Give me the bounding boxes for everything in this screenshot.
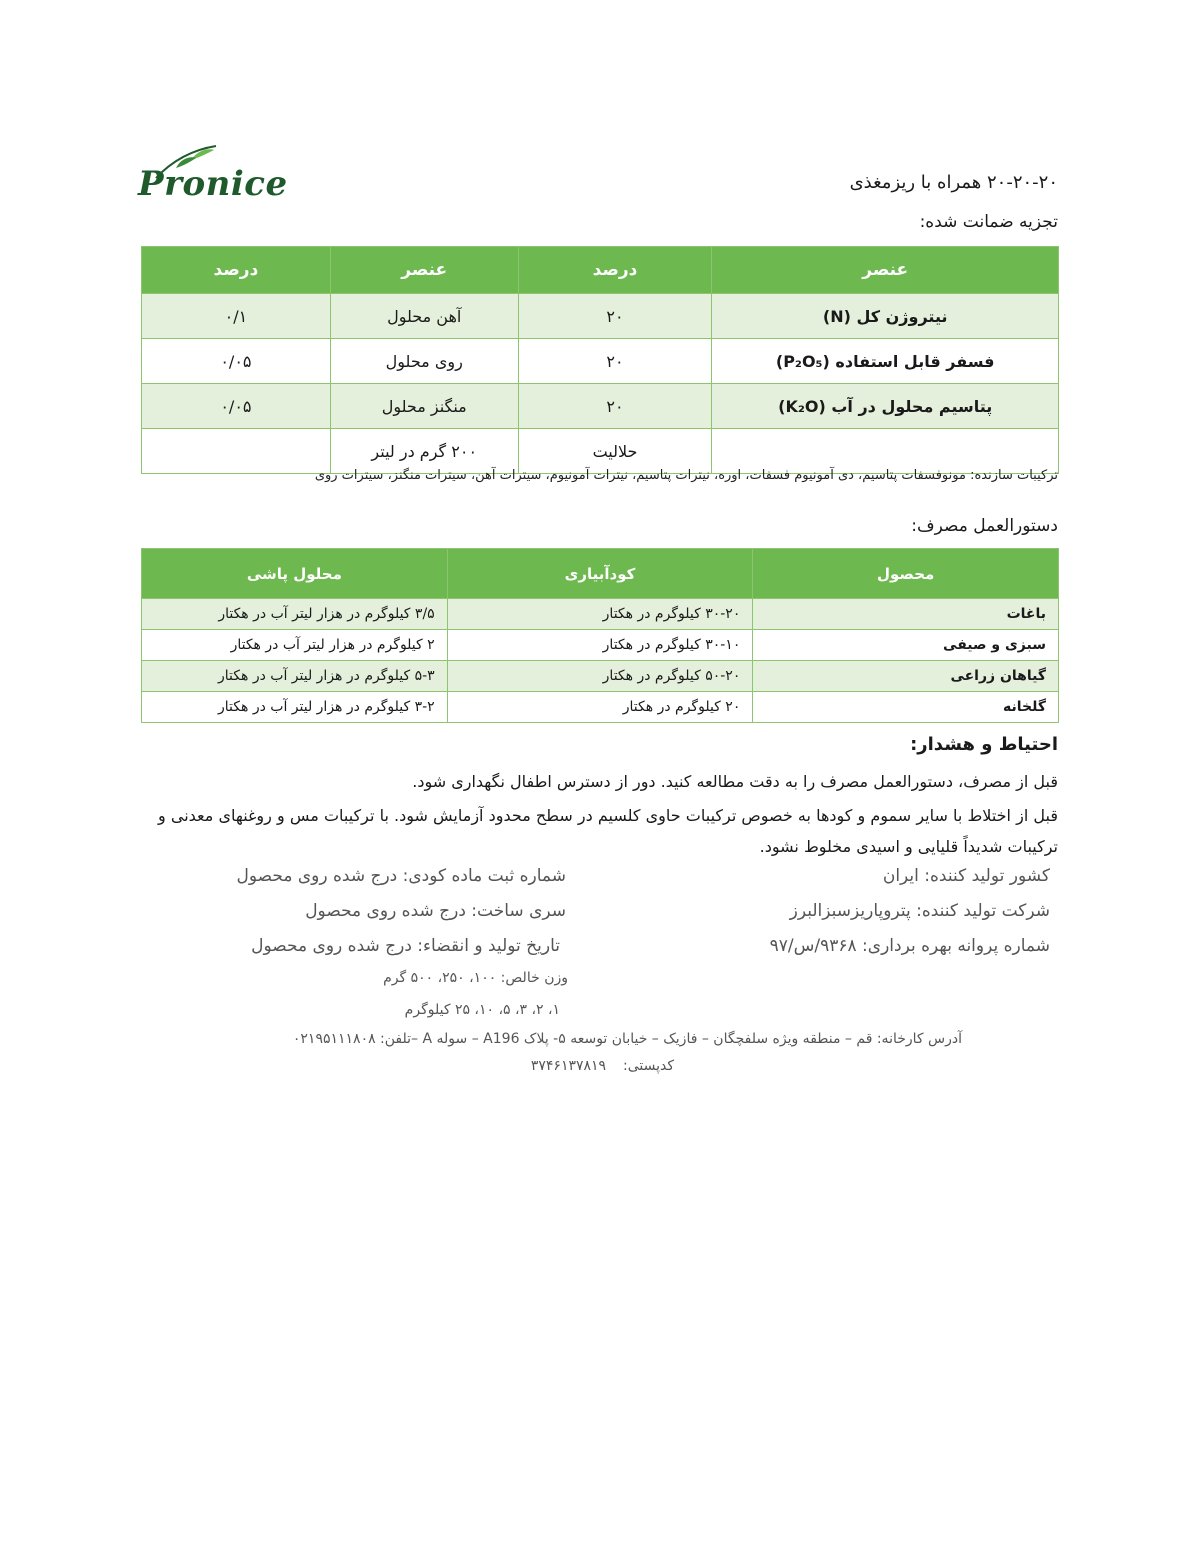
analysis-table xyxy=(141,246,1059,474)
batch-info: سری ساخت: درج شده روی محصول xyxy=(305,901,566,921)
column-header: درصد xyxy=(142,247,331,294)
column-header: عنصر xyxy=(712,247,1059,294)
table-cell: ۰/۰۵ xyxy=(142,384,331,429)
table-cell: ۲۰ کیلوگرم در هکتار xyxy=(447,692,753,723)
postal-code-line xyxy=(531,1058,674,1074)
table-cell: ۵-۳ کیلوگرم در هزار لیتر آب در هکتار xyxy=(142,661,448,692)
table-cell: سبزی و صیفی xyxy=(753,630,1059,661)
factory-address: آدرس کارخانه: قم – منطقه ویژه سلفچگان – فازیک – خیابان توسعه ۵- پلاک A196 – سوله A –تلفن: ۰۲۱۹۵۱۱۱۸۰۸ xyxy=(292,1031,962,1047)
table-cell xyxy=(712,429,1059,474)
table-cell: ۲۰ xyxy=(518,294,712,339)
table-row xyxy=(142,661,1059,692)
column-header: محصول xyxy=(753,549,1059,599)
company-info: شرکت تولید کننده: پتروپاریزسبزالبرز xyxy=(789,901,1050,921)
table-cell: ۲۰ xyxy=(518,339,712,384)
table-cell: ۲۰ xyxy=(518,384,712,429)
table-cell: نیتروژن کل (N) xyxy=(712,294,1059,339)
registration-info: شماره ثبت ماده کودی: درج شده روی محصول xyxy=(236,866,566,886)
warning-paragraph: قبل از مصرف، دستورالعمل مصرف را به دقت مطالعه کنید. دور از دسترس اطفال نگهداری شود. xyxy=(412,772,1058,791)
table-row xyxy=(142,599,1059,630)
table-cell: گلخانه xyxy=(753,692,1059,723)
warning-paragraph: قبل از اختلاط با سایر سموم و کودها به خصوص ترکیبات حاوی کلسیم در سطح محدود آزمایش شود. با ترکیبات مس و روغنهای معدنی و ترکیبات شدیداً قلیایی و اسیدی مخلوط نشود. xyxy=(158,806,1058,856)
table-cell: حلالیت xyxy=(518,429,712,474)
column-header: محلول پاشی xyxy=(142,549,448,599)
brand-logo xyxy=(136,142,288,212)
table-cell: ۳/۵ کیلوگرم در هزار لیتر آب در هکتار xyxy=(142,599,448,630)
table-cell: پتاسیم محلول در آب (K₂O) xyxy=(712,384,1059,429)
warning-title: احتیاط و هشدار: xyxy=(910,734,1058,755)
dates-info: تاریخ تولید و انقضاء: درج شده روی محصول xyxy=(251,936,560,956)
table-cell: آهن محلول xyxy=(330,294,518,339)
table-cell: ۳۰-۱۰ کیلوگرم در هکتار xyxy=(447,630,753,661)
column-header: درصد xyxy=(518,247,712,294)
guaranteed-analysis-label: تجزیه ضمانت شده: xyxy=(919,212,1058,232)
postal-label: کدپستی: xyxy=(622,1058,674,1074)
table-cell: گیاهان زراعی xyxy=(753,661,1059,692)
table-row xyxy=(142,630,1059,661)
table-row xyxy=(142,692,1059,723)
table-cell: ۵۰-۲۰ کیلوگرم در هکتار xyxy=(447,661,753,692)
table-cell: باغات xyxy=(753,599,1059,630)
table-cell: روی محلول xyxy=(330,339,518,384)
table-cell xyxy=(142,429,331,474)
table-row xyxy=(142,384,1059,429)
table-cell: منگنز محلول xyxy=(330,384,518,429)
ingredients-text: ترکیبات سازنده: مونوفسفات پتاسیم، دی آمونیوم فسفات، اوره، نیترات پتاسیم، نیترات آمونیوم، سیترات آهن، سیترات منگنز، سیترات روی xyxy=(314,468,1058,483)
table-row xyxy=(142,294,1059,339)
table-cell: ۳-۲ کیلوگرم در هزار لیتر آب در هکتار xyxy=(142,692,448,723)
usage-title: دستورالعمل مصرف: xyxy=(911,516,1058,536)
table-cell: ۲۰۰ گرم در لیتر xyxy=(330,429,518,474)
license-info: شماره پروانه بهره برداری: ۹۳۶۸/س/۹۷ xyxy=(769,936,1050,956)
table-cell: ۰/۱ xyxy=(142,294,331,339)
net-weight-grams: وزن خالص: ۱۰۰، ۲۵۰، ۵۰۰ گرم xyxy=(383,970,568,986)
table-header-row xyxy=(142,247,1059,294)
usage-table xyxy=(141,548,1059,723)
table-cell: ۲ کیلوگرم در هزار لیتر آب در هکتار xyxy=(142,630,448,661)
column-header: کودآبیاری xyxy=(447,549,753,599)
table-row xyxy=(142,429,1059,474)
postal-code: ۳۷۴۶۱۳۷۸۱۹ xyxy=(530,1058,607,1074)
table-header-row xyxy=(142,549,1059,599)
product-title: ۲۰-۲۰-۲۰ همراه با ریزمغذی xyxy=(849,172,1058,193)
logo-text: Pronice xyxy=(138,164,288,204)
net-weight-kg: ۱، ۲، ۳، ۵، ۱۰، ۲۵ کیلوگرم xyxy=(404,1002,560,1018)
country-info: کشور تولید کننده: ایران xyxy=(882,866,1050,886)
table-cell: ۳۰-۲۰ کیلوگرم در هکتار xyxy=(447,599,753,630)
column-header: عنصر xyxy=(330,247,518,294)
table-row xyxy=(142,339,1059,384)
table-cell: ۰/۰۵ xyxy=(142,339,331,384)
table-cell: فسفر قابل استفاده (P₂O₅) xyxy=(712,339,1059,384)
